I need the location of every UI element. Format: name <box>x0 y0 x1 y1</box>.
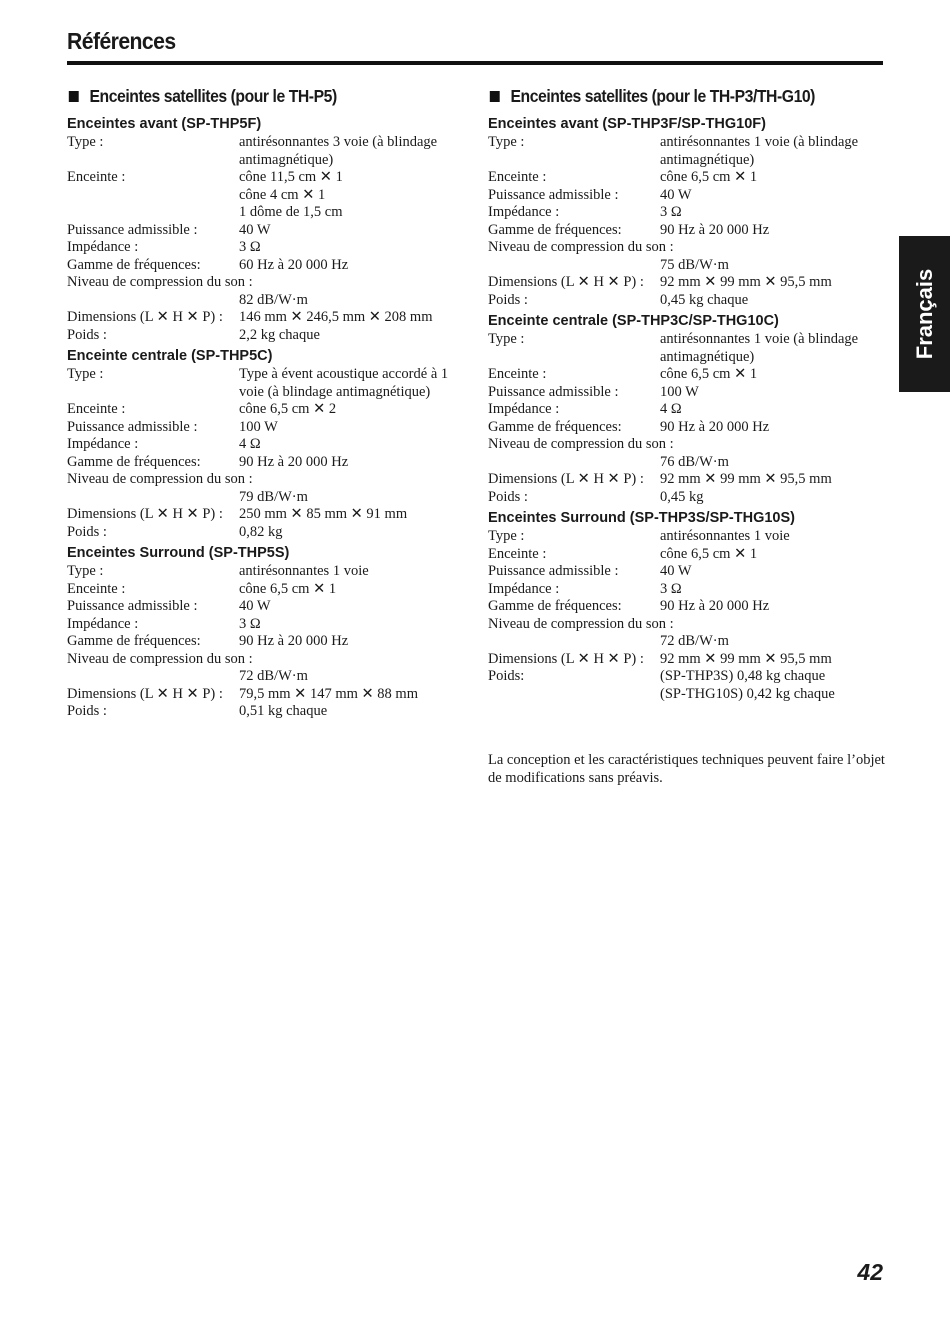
spec-value: 4 Ω <box>660 401 682 417</box>
section-title-th-p3-th-g10: Enceintes satellites (pour le TH-P3/TH-G10) <box>488 84 848 112</box>
spec-row <box>67 581 467 599</box>
spec-value: 90 Hz à 20 000 Hz <box>239 453 349 470</box>
spec-value: 0,51 kg chaque <box>239 703 328 719</box>
spec-value: cône 6,5 cm ✕ 1 <box>660 366 758 382</box>
spec-label: Dimensions (L ✕ H ✕ P) : <box>67 309 223 325</box>
spec-row <box>488 401 888 419</box>
spec-value: 40 W <box>239 221 271 238</box>
square-bullet-icon <box>490 91 500 102</box>
spec-row <box>67 292 467 310</box>
spec-row <box>488 454 888 472</box>
spec-row <box>67 274 467 292</box>
spec-row <box>488 686 888 704</box>
spec-value: 90 Hz à 20 000 Hz <box>660 418 770 435</box>
spec-value: 3 Ω <box>239 615 261 632</box>
spec-label: Niveau de compression du son : <box>488 239 674 255</box>
spec-row <box>67 134 467 169</box>
spec-value: 72 dB/W·m <box>239 668 308 684</box>
spec-label: Niveau de compression du son : <box>67 274 253 290</box>
spec-value: 3 Ω <box>660 580 682 597</box>
spec-row <box>67 563 467 581</box>
right-column <box>488 84 888 703</box>
spec-value: 4 Ω <box>239 436 261 452</box>
spec-row <box>488 169 888 187</box>
spec-label: Type : <box>488 331 525 347</box>
spec-row <box>488 274 888 292</box>
spec-row <box>67 616 467 634</box>
spec-value: 0,82 kg <box>239 523 283 540</box>
spec-value: Type à évent acoustique accordé à 1 voie (à blindage antimagnétique) <box>239 366 449 400</box>
spec-label: Poids: <box>488 668 525 684</box>
spec-label: Dimensions (L ✕ H ✕ P) : <box>488 274 644 290</box>
spec-row <box>488 598 888 616</box>
spec-label: Impédance : <box>488 204 560 220</box>
spec-block <box>488 509 888 703</box>
spec-value: 79 dB/W·m <box>239 488 308 505</box>
spec-row <box>488 366 888 384</box>
spec-label: Impédance : <box>488 580 560 597</box>
spec-label: Puissance admissible : <box>67 221 198 238</box>
spec-row <box>67 222 467 240</box>
spec-label: Gamme de fréquences: <box>488 598 622 614</box>
title-rule <box>67 61 883 65</box>
spec-value: 250 mm ✕ 85 mm ✕ 91 mm <box>239 506 408 522</box>
spec-value: 79,5 mm ✕ 147 mm ✕ 88 mm <box>239 685 418 702</box>
spec-label: Dimensions (L ✕ H ✕ P) : <box>488 471 644 487</box>
spec-value: cône 6,5 cm ✕ 1 <box>660 545 758 562</box>
spec-row <box>67 524 467 542</box>
spec-row <box>67 239 467 257</box>
spec-label <box>67 204 239 222</box>
spec-value: 75 dB/W·m <box>660 256 729 273</box>
spec-row <box>67 703 467 721</box>
spec-label: Niveau de compression du son : <box>67 650 253 667</box>
left-column <box>67 84 467 721</box>
spec-blocks-right <box>488 115 888 703</box>
spec-value: 3 Ω <box>239 239 261 255</box>
spec-block-title: Enceinte centrale (SP-THP5C) <box>67 348 273 364</box>
spec-block <box>67 347 467 541</box>
spec-label: Poids : <box>488 488 528 505</box>
spec-row <box>488 239 888 257</box>
spec-value: 40 W <box>660 186 692 203</box>
spec-value <box>674 616 888 634</box>
page-title: Références <box>67 28 176 54</box>
spec-value: 92 mm ✕ 99 mm ✕ 95,5 mm <box>660 471 832 487</box>
spec-row <box>67 598 467 616</box>
spec-row <box>67 686 467 704</box>
spec-label <box>67 668 239 686</box>
spec-value: 90 Hz à 20 000 Hz <box>660 221 770 238</box>
spec-row <box>488 528 888 546</box>
spec-label: Dimensions (L ✕ H ✕ P) : <box>488 650 644 667</box>
spec-label: Niveau de compression du son : <box>67 471 253 487</box>
language-tab <box>899 236 950 392</box>
spec-label: Niveau de compression du son : <box>488 615 674 632</box>
disclaimer-note: La conception et les caractéristiques techniques peuvent faire l’objet de modifications sans préavis. <box>488 752 885 786</box>
spec-label: Puissance admissible : <box>67 598 198 614</box>
spec-row <box>67 419 467 437</box>
spec-label: Dimensions (L ✕ H ✕ P) : <box>67 506 223 522</box>
spec-row <box>488 489 888 507</box>
spec-row <box>67 257 467 275</box>
spec-value: 92 mm ✕ 99 mm ✕ 95,5 mm <box>660 650 832 667</box>
spec-row <box>67 366 467 401</box>
spec-value: 82 dB/W·m <box>239 291 308 308</box>
spec-label: Enceinte : <box>488 545 547 562</box>
spec-value: 100 W <box>239 418 278 435</box>
spec-label: Impédance : <box>67 436 139 452</box>
spec-label <box>488 454 660 472</box>
spec-block <box>67 544 467 721</box>
spec-label: Niveau de compression du son : <box>488 436 674 452</box>
spec-row <box>67 204 467 222</box>
spec-label: Impédance : <box>488 401 560 417</box>
spec-value: antirésonnantes 1 voie (à blindage antimagnétique) <box>660 134 859 168</box>
spec-value: 100 W <box>660 383 699 400</box>
language-tab-label: Français <box>911 268 937 360</box>
spec-label: Enceinte : <box>67 169 126 185</box>
spec-label: Puissance admissible : <box>67 418 198 435</box>
spec-value <box>674 239 888 257</box>
spec-row <box>488 257 888 275</box>
spec-row <box>488 222 888 240</box>
spec-value: cône 4 cm ✕ 1 <box>239 186 326 203</box>
spec-row <box>488 292 888 310</box>
spec-row <box>488 436 888 454</box>
spec-label: Type : <box>488 528 525 544</box>
spec-row <box>488 563 888 581</box>
spec-label: Type : <box>488 134 525 150</box>
spec-label: Type : <box>67 366 104 382</box>
spec-value: cône 6,5 cm ✕ 2 <box>239 401 337 417</box>
spec-row <box>67 506 467 524</box>
spec-row <box>488 651 888 669</box>
spec-label: Gamme de fréquences: <box>67 633 201 649</box>
page-number: 42 <box>857 1259 883 1285</box>
spec-label: Type : <box>67 134 104 150</box>
spec-block-title: Enceintes Surround (SP-THP3S/SP-THG10S) <box>488 510 795 526</box>
spec-row <box>67 633 467 651</box>
spec-value: antirésonnantes 3 voie (à blindage antimagnétique) <box>239 134 438 168</box>
spec-value: (SP-THG10S) 0,42 kg chaque <box>660 685 835 702</box>
spec-value: 1 dôme de 1,5 cm <box>239 204 343 220</box>
spec-row <box>67 309 467 327</box>
spec-label: Gamme de fréquences: <box>488 418 622 435</box>
spec-label <box>67 292 239 310</box>
spec-label: Enceinte : <box>67 401 126 417</box>
spec-row <box>67 668 467 686</box>
spec-label: Enceinte : <box>67 580 126 597</box>
spec-row <box>67 454 467 472</box>
spec-row <box>488 546 888 564</box>
spec-value: antirésonnantes 1 voie <box>660 528 790 544</box>
spec-label: Impédance : <box>67 615 139 632</box>
spec-row <box>67 651 467 669</box>
spec-value: antirésonnantes 1 voie (à blindage antimagnétique) <box>660 331 859 365</box>
spec-value: 92 mm ✕ 99 mm ✕ 95,5 mm <box>660 274 832 290</box>
spec-label <box>67 187 239 205</box>
spec-value: 90 Hz à 20 000 Hz <box>660 598 770 614</box>
spec-label <box>488 633 660 651</box>
spec-label: Type : <box>67 563 104 579</box>
spec-value: 76 dB/W·m <box>660 453 729 470</box>
spec-row <box>67 169 467 187</box>
spec-value <box>253 274 467 292</box>
spec-block <box>488 312 888 506</box>
spec-label: Dimensions (L ✕ H ✕ P) : <box>67 685 223 702</box>
spec-label: Puissance admissible : <box>488 563 619 579</box>
spec-label: Enceinte : <box>488 366 547 382</box>
spec-label: Gamme de fréquences: <box>67 256 201 273</box>
spec-value <box>253 651 467 669</box>
spec-value <box>253 471 467 489</box>
spec-block <box>67 115 467 344</box>
spec-row <box>67 489 467 507</box>
spec-row <box>488 668 888 686</box>
spec-row <box>67 436 467 454</box>
spec-label: Puissance admissible : <box>488 383 619 400</box>
spec-row <box>67 401 467 419</box>
spec-label <box>488 257 660 275</box>
spec-label: Puissance admissible : <box>488 186 619 203</box>
spec-label: Poids : <box>67 326 107 343</box>
spec-row <box>488 187 888 205</box>
spec-label: Poids : <box>488 291 528 308</box>
spec-label: Impédance : <box>67 239 139 255</box>
spec-row <box>488 204 888 222</box>
spec-value: 40 W <box>239 598 271 614</box>
spec-row <box>488 419 888 437</box>
spec-value <box>674 436 888 454</box>
spec-blocks-left <box>67 115 467 721</box>
spec-row <box>67 327 467 345</box>
spec-value: antirésonnantes 1 voie <box>239 563 369 579</box>
spec-label: Poids : <box>67 703 107 719</box>
spec-row <box>488 581 888 599</box>
square-bullet-icon <box>69 91 79 102</box>
spec-value: 0,45 kg <box>660 488 704 505</box>
spec-value: 40 W <box>660 563 692 579</box>
spec-block-title: Enceintes avant (SP-THP5F) <box>67 116 262 132</box>
section-title-th-p5: Enceintes satellites (pour le TH-P5) <box>67 84 427 112</box>
spec-label <box>488 686 660 704</box>
spec-value: 72 dB/W·m <box>660 633 729 649</box>
spec-value: 60 Hz à 20 000 Hz <box>239 256 349 273</box>
spec-row <box>488 134 888 169</box>
spec-value: cône 6,5 cm ✕ 1 <box>660 169 758 185</box>
spec-value: cône 11,5 cm ✕ 1 <box>239 169 343 185</box>
spec-row <box>67 471 467 489</box>
spec-row <box>488 616 888 634</box>
spec-block-title: Enceintes avant (SP-THP3F/SP-THG10F) <box>488 116 766 132</box>
spec-value: cône 6,5 cm ✕ 1 <box>239 580 337 597</box>
spec-row <box>67 187 467 205</box>
spec-label: Gamme de fréquences: <box>488 221 622 238</box>
spec-label <box>67 489 239 507</box>
spec-label: Poids : <box>67 523 107 540</box>
spec-value: 0,45 kg chaque <box>660 291 749 308</box>
spec-label: Enceinte : <box>488 169 547 185</box>
spec-row <box>488 633 888 651</box>
spec-row <box>488 384 888 402</box>
spec-value: 90 Hz à 20 000 Hz <box>239 633 349 649</box>
spec-value: (SP-THP3S) 0,48 kg chaque <box>660 668 826 684</box>
spec-block-title: Enceintes Surround (SP-THP5S) <box>67 545 290 561</box>
spec-row <box>488 331 888 366</box>
spec-row <box>488 471 888 489</box>
spec-block <box>488 115 888 309</box>
spec-label: Gamme de fréquences: <box>67 453 201 470</box>
spec-value: 146 mm ✕ 246,5 mm ✕ 208 mm <box>239 309 433 325</box>
spec-value: 3 Ω <box>660 204 682 220</box>
spec-block-title: Enceinte centrale (SP-THP3C/SP-THG10C) <box>488 313 779 329</box>
spec-value: 2,2 kg chaque <box>239 326 320 343</box>
